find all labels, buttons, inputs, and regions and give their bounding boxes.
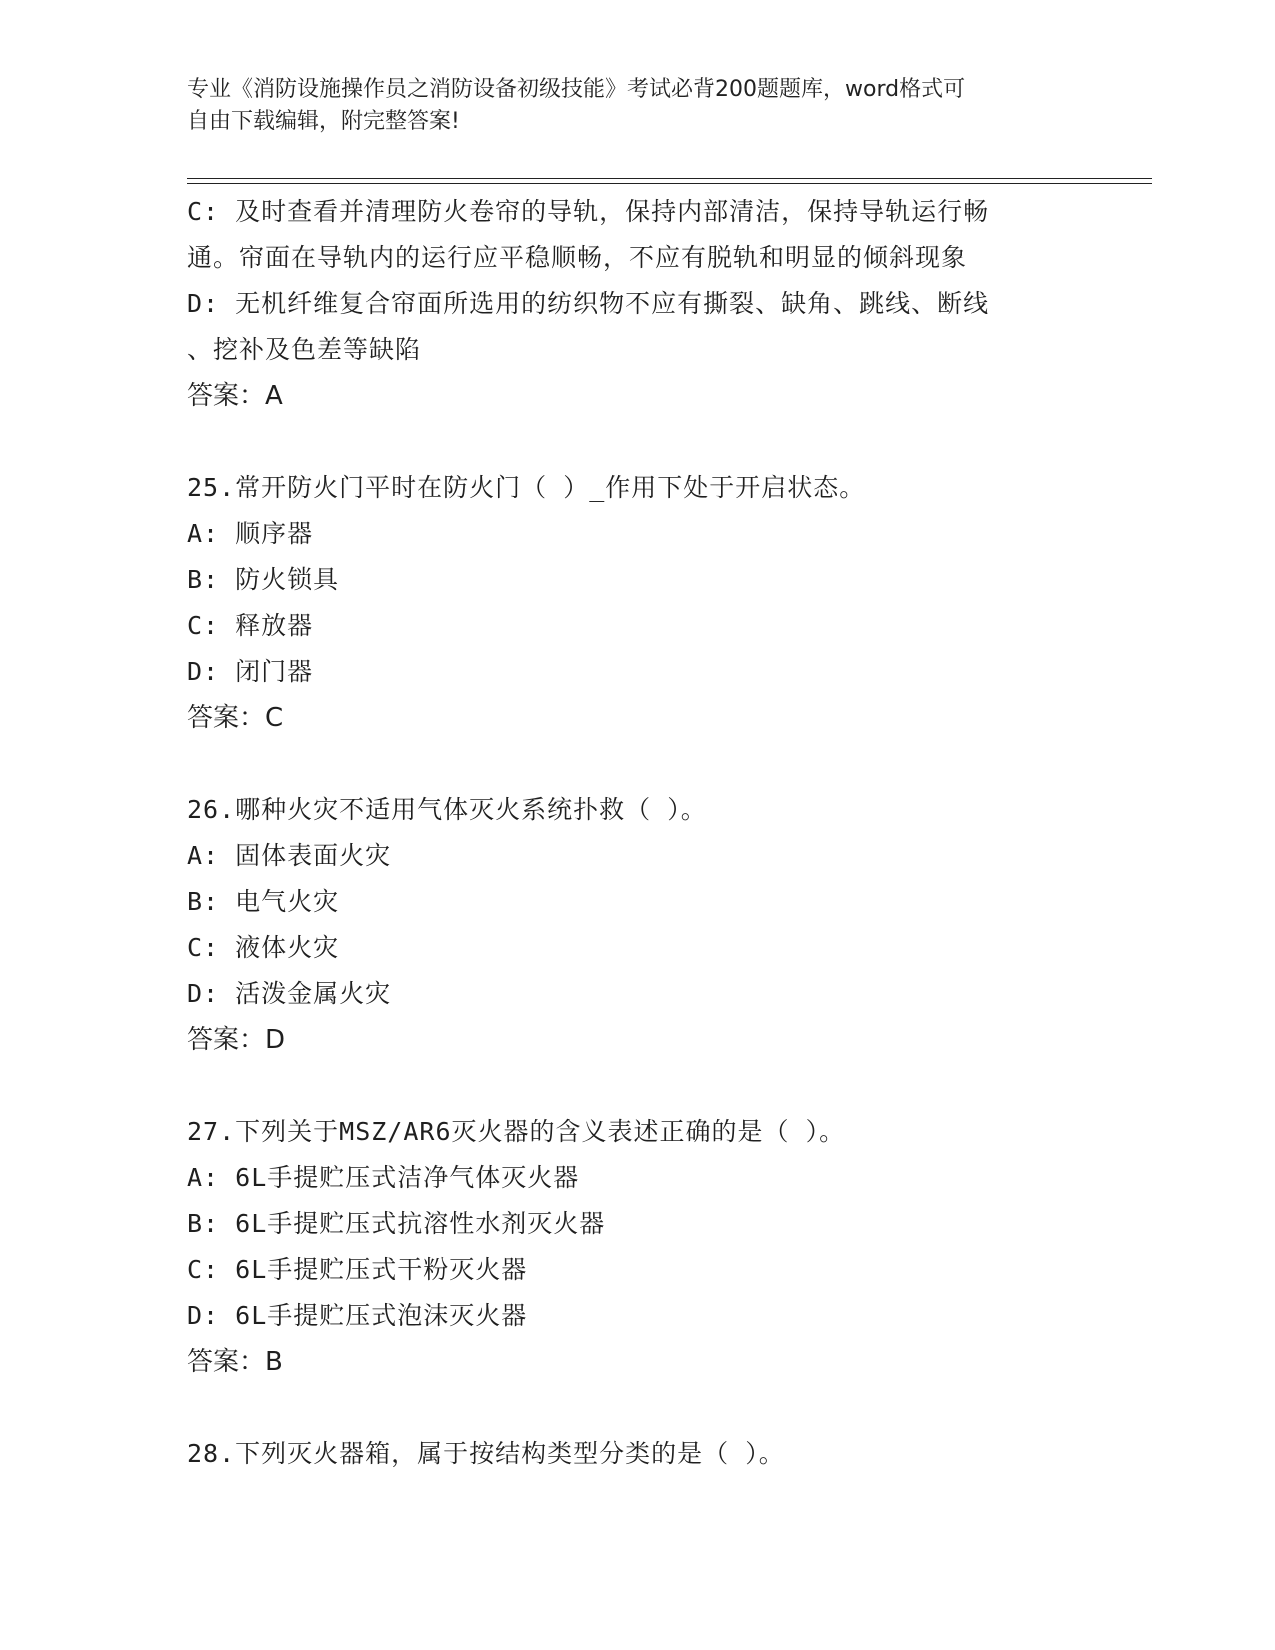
option-a: A: 固体表面火灾 xyxy=(187,841,392,870)
option-d-line-2: 、挖补及色差等缺陷 xyxy=(187,335,422,364)
option-c: C: 6L手提贮压式干粉灭火器 xyxy=(187,1255,528,1284)
answer-line: 答案：B xyxy=(187,1347,283,1377)
option-a: A: 顺序器 xyxy=(187,519,314,548)
answer-line: 答案：A xyxy=(187,381,283,411)
previous-question xyxy=(187,189,1087,419)
answer-line: 答案：C xyxy=(187,703,284,733)
option-c-line-1: C: 及时查看并清理防火卷帘的导轨，保持内部清洁，保持导轨运行畅 xyxy=(187,197,990,226)
question-26 xyxy=(187,787,1087,1063)
option-b: B: 防火锁具 xyxy=(187,565,340,594)
option-b: B: 6L手提贮压式抗溶性水剂灭火器 xyxy=(187,1209,606,1238)
question-28 xyxy=(187,1431,1087,1477)
option-c-line-2: 通。帘面在导轨内的运行应平稳顺畅，不应有脱轨和明显的倾斜现象 xyxy=(187,243,968,272)
option-d: D: 6L手提贮压式泡沫灭火器 xyxy=(187,1301,528,1330)
option-d: D: 闭门器 xyxy=(187,657,314,686)
document-header xyxy=(187,74,1067,138)
question-content xyxy=(187,189,1087,1477)
option-d-line-1: D: 无机纤维复合帘面所选用的纺织物不应有撕裂、缺角、跳线、断线 xyxy=(187,289,990,318)
header-line-2: 自由下载编辑，附完整答案! xyxy=(187,109,460,134)
question-stem: 25.常开防火门平时在防火门（ ）_作用下处于开启状态。 xyxy=(187,473,866,502)
answer-line: 答案：D xyxy=(187,1025,286,1055)
header-rule-bottom xyxy=(187,183,1152,184)
option-d: D: 活泼金属火灾 xyxy=(187,979,392,1008)
option-b: B: 电气火灾 xyxy=(187,887,340,916)
spacer xyxy=(187,419,1087,465)
spacer xyxy=(187,1063,1087,1109)
question-stem: 28.下列灭火器箱，属于按结构类型分类的是（ ）。 xyxy=(187,1439,785,1468)
option-a: A: 6L手提贮压式洁净气体灭火器 xyxy=(187,1163,580,1192)
header-line-1: 专业《消防设施操作员之消防设备初级技能》考试必背200题题库，word格式可 xyxy=(187,77,966,102)
header-rule-top xyxy=(187,178,1152,179)
spacer xyxy=(187,741,1087,787)
option-c: C: 液体火灾 xyxy=(187,933,340,962)
question-stem: 27.下列关于MSZ/AR6灭火器的含义表述正确的是（ ）。 xyxy=(187,1117,846,1146)
option-c: C: 释放器 xyxy=(187,611,314,640)
question-27 xyxy=(187,1109,1087,1385)
question-stem: 26.哪种火灾不适用气体灭火系统扑救（ ）。 xyxy=(187,795,707,824)
question-25 xyxy=(187,465,1087,741)
spacer xyxy=(187,1385,1087,1431)
